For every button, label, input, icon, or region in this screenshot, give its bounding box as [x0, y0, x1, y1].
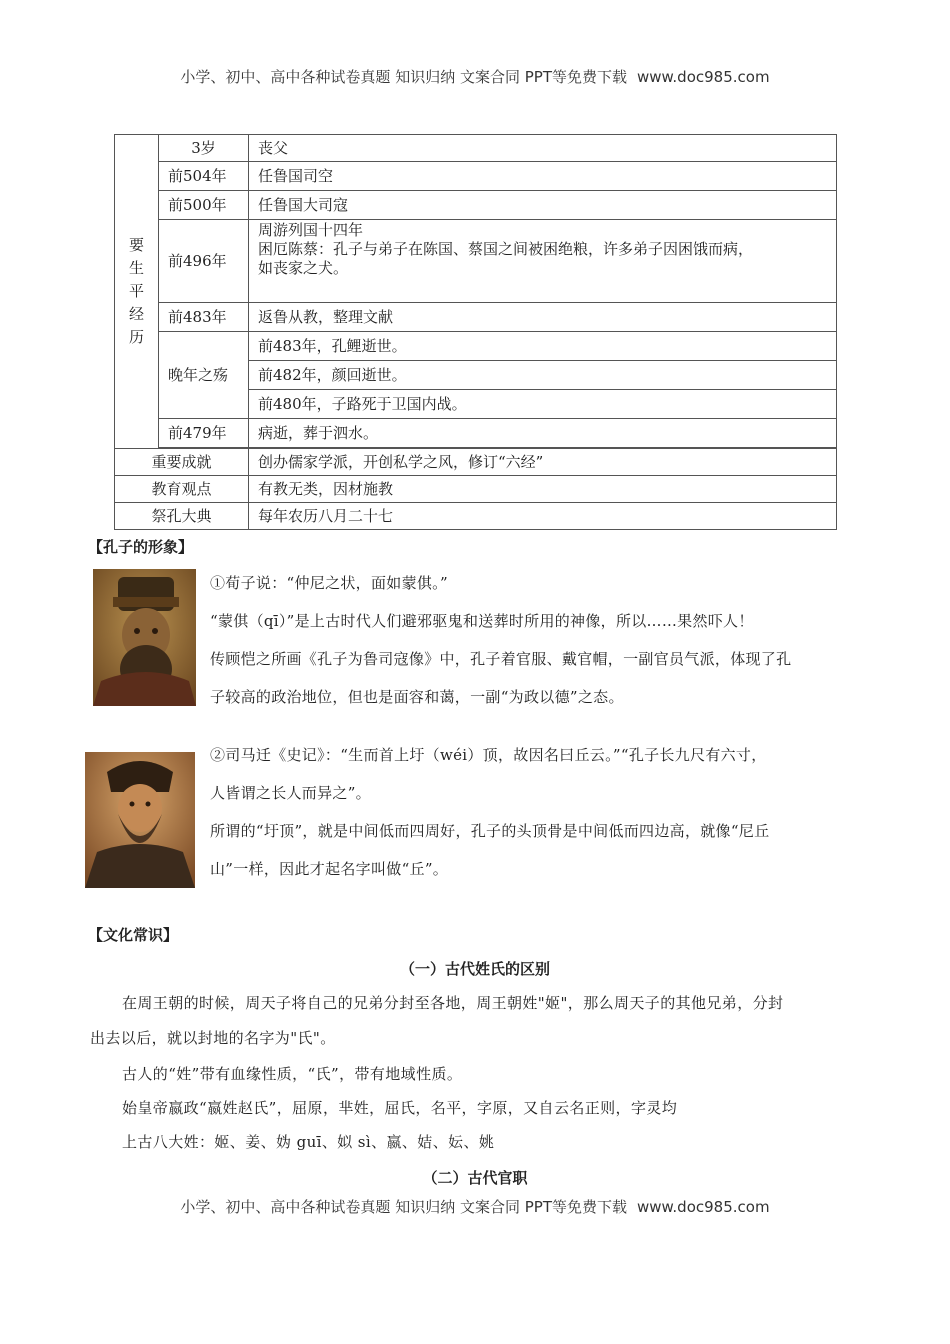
time-cell: 前479年: [159, 419, 249, 448]
summary-value: 有教无类，因材施教: [249, 476, 837, 503]
summary-value: 每年农历八月二十七: [249, 503, 837, 530]
text-line: 所谓的“圩顶”，就是中间低而四周好，孔子的头顶骨是中间低而四边高，就像“尼丘: [210, 822, 770, 840]
event-cell: 前483年，孔鲤逝世。: [249, 332, 837, 361]
page-header: [0, 66, 950, 87]
header-url: www.doc985.com: [636, 68, 770, 86]
page-footer: [0, 1196, 950, 1217]
table-row: [115, 191, 837, 220]
time-cell: 前504年: [159, 162, 249, 191]
text-line: 传顾恺之所画《孔子为鲁司寇像》中，孔子着官服、戴官帽，一副官员气派，体现了孔: [210, 650, 792, 668]
paragraph: 古人的“姓”带有血缘性质，“氏”，带有地域性质。: [122, 1065, 463, 1083]
text-line: 子较高的政治地位，但也是面容和蔼，一副“为政以德”之态。: [210, 688, 624, 706]
confucius-portrait-1: [93, 569, 196, 706]
time-cell: 前496年: [159, 220, 249, 303]
summary-value: 创办儒家学派，开创私学之风，修订“六经”: [249, 449, 837, 476]
summary-label: 教育观点: [115, 476, 249, 503]
event-cell: 病逝，葬于泗水。: [249, 419, 837, 448]
text-line: “蒙倛（qī）”是上古时代人们避邪驱鬼和送葬时所用的神像，所以……果然吓人！: [210, 612, 754, 630]
paragraph: 始皇帝嬴政“嬴姓赵氏”，屈原，芈姓，屈氏，名平，字原，又自云名正则，字灵均: [122, 1099, 678, 1117]
text-line: ②司马迁《史记》：“生而首上圩（wéi）顶，故因名曰丘云。”“孔子长九尺有六寸，: [210, 746, 767, 764]
footer-url: www.doc985.com: [636, 1198, 770, 1216]
group-label-char: 生: [128, 259, 144, 277]
event-cell: 任鲁国司空: [249, 162, 837, 191]
text-line: 山”一样，因此才起名字叫做“丘”。: [210, 860, 449, 878]
text-line: ①荀子说：“仲尼之状，面如蒙倛。”: [210, 574, 448, 592]
event-cell: 返鲁从教，整理文献: [249, 303, 837, 332]
event-cell: [249, 220, 837, 303]
group-label-char: 要: [128, 236, 144, 254]
image-block-1: [210, 564, 870, 716]
event-cell: 前482年，颜回逝世。: [249, 361, 837, 390]
paragraph: 出去以后，就以封地的名字为"氏"。: [90, 1029, 336, 1047]
event-line: 周游列国十四年: [258, 221, 364, 239]
table-row: [115, 332, 837, 361]
paragraph: 上古八大姓：姬、姜、妫 guī、姒 sì、嬴、姞、妘、姚: [122, 1133, 495, 1151]
group-label-cell: [115, 135, 159, 449]
event-cell: 前480年，子路死于卫国内战。: [249, 390, 837, 419]
section-title-image: 【孔子的形象】: [88, 538, 194, 556]
header-text: 小学、初中、高中各种试卷真题 知识归纳 文案合同 PPT等免费下载: [180, 68, 627, 86]
time-cell: 3岁: [159, 135, 249, 162]
image-block-2: [210, 736, 870, 888]
group-label-char: 历: [128, 328, 144, 346]
subheading-surname: （一）古代姓氏的区别: [399, 960, 550, 978]
event-cell: 任鲁国大司寇: [249, 191, 837, 220]
table-row: [115, 220, 837, 303]
footer-text: 小学、初中、高中各种试卷真题 知识归纳 文案合同 PPT等免费下载: [180, 1198, 627, 1216]
time-cell: 前500年: [159, 191, 249, 220]
event-cell: 丧父: [249, 135, 837, 162]
table-row: [115, 135, 837, 162]
table-row: [115, 503, 837, 530]
group-label-char: 平: [128, 282, 144, 300]
time-cell: 前483年: [159, 303, 249, 332]
table-row: [115, 162, 837, 191]
life-table: [114, 134, 837, 530]
paragraph: 在周王朝的时候，周天子将自己的兄弟分封至各地，周王朝姓"姬"，那么周天子的其他兄弟，分封: [122, 994, 784, 1012]
table-row: [115, 449, 837, 476]
table-row: [115, 303, 837, 332]
time-cell: 晚年之殇: [159, 332, 249, 419]
subheading-officials: （二）古代官职: [422, 1169, 528, 1187]
event-line: 困厄陈蔡：孔子与弟子在陈国、蔡国之间被困绝粮，许多弟子因困饿而病，: [258, 240, 754, 258]
summary-label: 祭孔大典: [115, 503, 249, 530]
summary-label: 重要成就: [115, 449, 249, 476]
section-title-culture: 【文化常识】: [88, 926, 179, 944]
confucius-portrait-2: [85, 752, 195, 888]
group-label-char: 经: [128, 305, 144, 323]
table-row: [115, 419, 837, 448]
text-line: 人皆谓之长人而异之”。: [210, 784, 371, 802]
table-row: [115, 476, 837, 503]
event-line: 如丧家之犬。: [258, 259, 349, 277]
